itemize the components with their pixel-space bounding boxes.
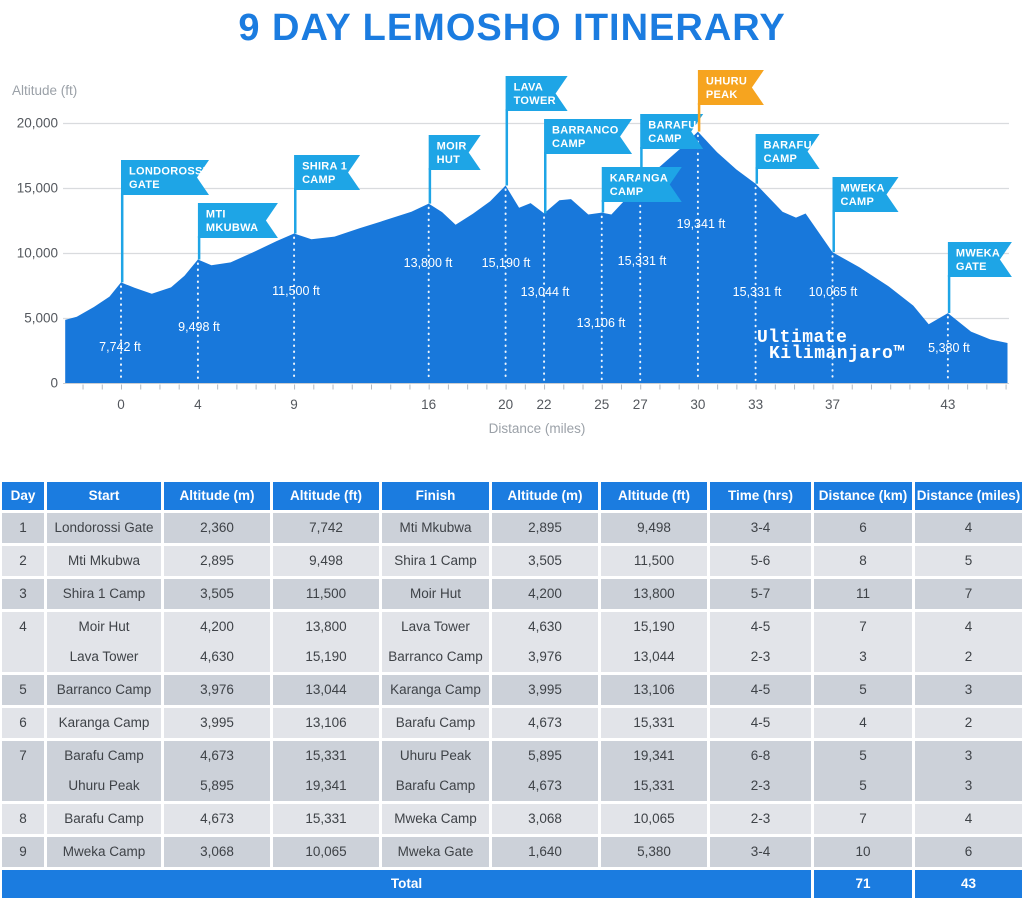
flag-label-line2: PEAK (705, 89, 738, 101)
watermark-line1: Ultimate (757, 328, 848, 348)
cell-distance-miles: 3 (912, 738, 1022, 771)
cell-start-altitude-m: 4,630 (161, 642, 270, 672)
cell-start: Moir Hut (44, 609, 161, 642)
cell-start: Mti Mkubwa (44, 543, 161, 576)
cell-finish-altitude-m: 3,505 (489, 543, 598, 576)
cell-start-altitude-m: 3,068 (161, 834, 270, 867)
cell-time-hrs: 4-5 (707, 672, 811, 705)
cell-start: Shira 1 Camp (44, 576, 161, 609)
itinerary-table (2, 482, 1022, 898)
cell-finish: Barafu Camp (379, 705, 489, 738)
cell-finish-altitude-m: 5,895 (489, 738, 598, 771)
flag-label-line2: CAMP (552, 138, 586, 150)
cell-distance-km: 8 (811, 543, 912, 576)
flag-label-line2: GATE (955, 261, 987, 273)
cell-finish-altitude-m: 4,200 (489, 576, 598, 609)
cell-distance-miles: 6 (912, 834, 1022, 867)
x-tick-label: 25 (594, 397, 610, 412)
cell-finish: Shira 1 Camp (379, 543, 489, 576)
cell-finish: Mweka Camp (379, 801, 489, 834)
cell-day: 6 (2, 705, 44, 738)
total-distance-miles: 43 (912, 867, 1022, 898)
flag-label-line1: MWEKA (840, 182, 885, 195)
cell-finish-altitude-ft: 13,800 (598, 576, 707, 609)
flag-label-line2: CAMP (763, 153, 798, 165)
page-title: 9 DAY LEMOSHO ITINERARY (238, 7, 786, 49)
cell-finish-altitude-ft: 19,341 (598, 738, 707, 771)
x-tick-label: 27 (632, 397, 648, 412)
itinerary-table-section (2, 482, 1022, 898)
cell-distance-km: 6 (811, 510, 912, 543)
column-header-altitude-ft-start: Altitude (ft) (270, 482, 379, 510)
cell-finish-altitude-m: 2,895 (489, 510, 598, 543)
altitude-label: 13,044 ft (520, 285, 570, 299)
altitude-label: 15,331 ft (617, 254, 667, 268)
table-row (2, 771, 1022, 801)
cell-start-altitude-m: 4,673 (161, 738, 270, 771)
table-row (2, 738, 1022, 771)
flag-label-line1: LONDOROSSI (129, 165, 206, 178)
altitude-label: 13,106 ft (576, 316, 626, 330)
table-row (2, 834, 1022, 867)
cell-time-hrs: 5-7 (707, 576, 811, 609)
cell-day: 5 (2, 672, 44, 705)
cell-start-altitude-ft: 11,500 (270, 576, 379, 609)
cell-start-altitude-m: 5,895 (161, 771, 270, 801)
cell-day: 1 (2, 510, 44, 543)
cell-distance-miles: 4 (912, 609, 1022, 642)
flag-moir-hut (429, 135, 481, 204)
y-tick-label: 20,000 (16, 115, 58, 131)
cell-distance-miles: 4 (912, 510, 1022, 543)
cell-time-hrs: 4-5 (707, 609, 811, 642)
flag-mweka-camp (833, 177, 899, 252)
cell-finish-altitude-m: 4,630 (489, 609, 598, 642)
flag-label-line1: LAVA (513, 81, 544, 94)
cell-time-hrs: 2-3 (707, 642, 811, 672)
flag-label-line1: BARAFU (763, 139, 812, 152)
flag-barafu-camp (756, 134, 820, 184)
y-tick-label: 15,000 (16, 180, 58, 196)
cell-distance-km: 7 (811, 801, 912, 834)
flag-label-line2: HUT (436, 154, 461, 166)
x-tick-label: 37 (824, 397, 841, 412)
flag-label-line2: GATE (129, 179, 160, 191)
flag-label-line1: MTI (205, 208, 226, 221)
flag-label-line1: MOIR (436, 140, 467, 153)
cell-start-altitude-m: 2,360 (161, 510, 270, 543)
cell-finish-altitude-m: 4,673 (489, 705, 598, 738)
cell-start: Uhuru Peak (44, 771, 161, 801)
y-tick-label: 10,000 (16, 245, 58, 261)
table-row (2, 705, 1022, 738)
table-row (2, 576, 1022, 609)
cell-time-hrs: 4-5 (707, 705, 811, 738)
total-label: Total (2, 867, 811, 898)
cell-finish-altitude-ft: 15,331 (598, 771, 707, 801)
cell-time-hrs: 2-3 (707, 771, 811, 801)
column-header-distance-km: Distance (km) (811, 482, 912, 510)
flag-uhuru-peak (698, 70, 764, 132)
cell-finish-altitude-ft: 13,106 (598, 672, 707, 705)
cell-distance-km: 5 (811, 738, 912, 771)
x-tick-label: 16 (421, 397, 437, 412)
cell-day: 4 (2, 609, 44, 672)
column-header-altitude-m-start: Altitude (m) (161, 482, 270, 510)
flag-label-line2: CAMP (648, 133, 682, 145)
table-row (2, 609, 1022, 642)
y-axis (17, 116, 58, 391)
column-header-distance-miles: Distance (miles) (912, 482, 1022, 510)
table-row (2, 672, 1022, 705)
altitude-label: 19,341 ft (676, 217, 726, 231)
altitude-label: 5,380 ft (928, 341, 970, 355)
cell-start: Barranco Camp (44, 672, 161, 705)
cell-distance-miles: 4 (912, 801, 1022, 834)
cell-start: Barafu Camp (44, 801, 161, 834)
flag-label-line1: BARAFU (648, 119, 697, 132)
cell-distance-km: 5 (811, 771, 912, 801)
x-tick-label: 4 (194, 397, 202, 412)
cell-distance-km: 11 (811, 576, 912, 609)
table-row (2, 510, 1022, 543)
altitude-label: 13,800 ft (403, 256, 453, 270)
flag-label-line2: TOWER (513, 95, 556, 107)
watermark-line2: Kilimanjaro™ (769, 344, 905, 364)
cell-finish-altitude-m: 1,640 (489, 834, 598, 867)
table-row (2, 543, 1022, 576)
cell-start-altitude-ft: 19,341 (270, 771, 379, 801)
cell-day: 3 (2, 576, 44, 609)
y-axis-title: Altitude (ft) (12, 83, 78, 98)
cell-distance-miles: 2 (912, 705, 1022, 738)
column-header-day: Day (2, 482, 44, 510)
total-row (2, 867, 1022, 898)
cell-day: 9 (2, 834, 44, 867)
cell-time-hrs: 3-4 (707, 834, 811, 867)
cell-finish: Mti Mkubwa (379, 510, 489, 543)
table-header-row (2, 482, 1022, 510)
cell-start-altitude-ft: 9,498 (270, 543, 379, 576)
column-header-start: Start (44, 482, 161, 510)
altitude-label: 10,065 ft (808, 285, 858, 299)
cell-finish-altitude-m: 3,976 (489, 642, 598, 672)
x-tick-label: 30 (690, 397, 706, 412)
cell-time-hrs: 5-6 (707, 543, 811, 576)
cell-start: Lava Tower (44, 642, 161, 672)
x-axis-title: Distance (miles) (488, 421, 586, 436)
altitude-label: 9,498 ft (178, 320, 220, 334)
cell-finish-altitude-ft: 9,498 (598, 510, 707, 543)
flag-label-line1: SHIRA 1 (302, 160, 348, 173)
cell-distance-km: 7 (811, 609, 912, 642)
cell-day: 2 (2, 543, 44, 576)
flag-mweka-gate (948, 242, 1012, 313)
cell-start-altitude-m: 4,673 (161, 801, 270, 834)
flag-label-line2: CAMP (609, 186, 644, 198)
x-tick-label: 9 (290, 397, 298, 412)
cell-start: Londorossi Gate (44, 510, 161, 543)
y-tick-label: 5,000 (24, 310, 58, 326)
cell-start-altitude-ft: 13,106 (270, 705, 379, 738)
cell-finish: Karanga Camp (379, 672, 489, 705)
cell-day: 8 (2, 801, 44, 834)
column-header-altitude-m-finish: Altitude (m) (489, 482, 598, 510)
cell-finish: Moir Hut (379, 576, 489, 609)
flag-label-line2: MKUBWA (205, 222, 259, 234)
cell-distance-miles: 3 (912, 672, 1022, 705)
x-tick-label: 0 (117, 397, 125, 412)
altitude-label: 15,190 ft (481, 256, 531, 270)
flag-label-line1: KARANGA (609, 172, 669, 185)
cell-start-altitude-m: 4,200 (161, 609, 270, 642)
cell-start-altitude-ft: 13,044 (270, 672, 379, 705)
cell-start-altitude-ft: 10,065 (270, 834, 379, 867)
cell-start-altitude-ft: 15,331 (270, 738, 379, 771)
x-axis (63, 384, 1009, 413)
y-tick-label: 0 (50, 375, 58, 391)
cell-time-hrs: 3-4 (707, 510, 811, 543)
cell-finish-altitude-m: 3,995 (489, 672, 598, 705)
cell-start-altitude-m: 3,505 (161, 576, 270, 609)
flag-shira-1-camp (294, 155, 360, 234)
cell-finish: Barafu Camp (379, 771, 489, 801)
x-tick-label: 43 (940, 397, 956, 412)
x-tick-label: 33 (748, 397, 764, 412)
cell-finish-altitude-m: 4,673 (489, 771, 598, 801)
cell-distance-km: 4 (811, 705, 912, 738)
total-distance-km: 71 (811, 867, 912, 898)
cell-start: Barafu Camp (44, 738, 161, 771)
flag-label-line2: CAMP (840, 196, 875, 208)
cell-finish: Lava Tower (379, 609, 489, 642)
cell-start-altitude-ft: 7,742 (270, 510, 379, 543)
cell-distance-km: 3 (811, 642, 912, 672)
cell-start-altitude-m: 3,976 (161, 672, 270, 705)
cell-distance-miles: 2 (912, 642, 1022, 672)
cell-distance-miles: 3 (912, 771, 1022, 801)
cell-finish-altitude-ft: 10,065 (598, 801, 707, 834)
cell-distance-km: 5 (811, 672, 912, 705)
cell-start-altitude-m: 3,995 (161, 705, 270, 738)
x-tick-label: 22 (536, 397, 552, 412)
flag-label-line1: BARRANCO (552, 124, 619, 137)
table-row (2, 642, 1022, 672)
cell-start-altitude-m: 2,895 (161, 543, 270, 576)
cell-distance-km: 10 (811, 834, 912, 867)
flag-label-line1: UHURU (705, 75, 748, 88)
cell-start-altitude-ft: 13,800 (270, 609, 379, 642)
altitude-label: 7,742 ft (99, 340, 141, 354)
altitude-label: 11,500 ft (272, 284, 320, 298)
cell-start-altitude-ft: 15,331 (270, 801, 379, 834)
cell-start-altitude-ft: 15,190 (270, 642, 379, 672)
cell-finish-altitude-ft: 5,380 (598, 834, 707, 867)
flag-label-line2: CAMP (302, 174, 336, 186)
cell-time-hrs: 6-8 (707, 738, 811, 771)
cell-finish-altitude-ft: 15,190 (598, 609, 707, 642)
table-row (2, 801, 1022, 834)
cell-finish-altitude-m: 3,068 (489, 801, 598, 834)
altitude-label: 15,331 ft (732, 285, 782, 299)
cell-day: 7 (2, 738, 44, 801)
flag-label-line1: MWEKA (955, 247, 1001, 260)
cell-start: Karanga Camp (44, 705, 161, 738)
column-header-time: Time (hrs) (707, 482, 811, 510)
column-header-altitude-ft-finish: Altitude (ft) (598, 482, 707, 510)
cell-finish-altitude-ft: 15,331 (598, 705, 707, 738)
cell-finish: Uhuru Peak (379, 738, 489, 771)
cell-start: Mweka Camp (44, 834, 161, 867)
cell-finish-altitude-ft: 13,044 (598, 642, 707, 672)
cell-distance-miles: 5 (912, 543, 1022, 576)
column-header-finish: Finish (379, 482, 489, 510)
cell-finish: Mweka Gate (379, 834, 489, 867)
cell-distance-miles: 7 (912, 576, 1022, 609)
cell-finish-altitude-ft: 11,500 (598, 543, 707, 576)
cell-time-hrs: 2-3 (707, 801, 811, 834)
cell-finish: Barranco Camp (379, 642, 489, 672)
x-tick-label: 20 (498, 397, 514, 412)
